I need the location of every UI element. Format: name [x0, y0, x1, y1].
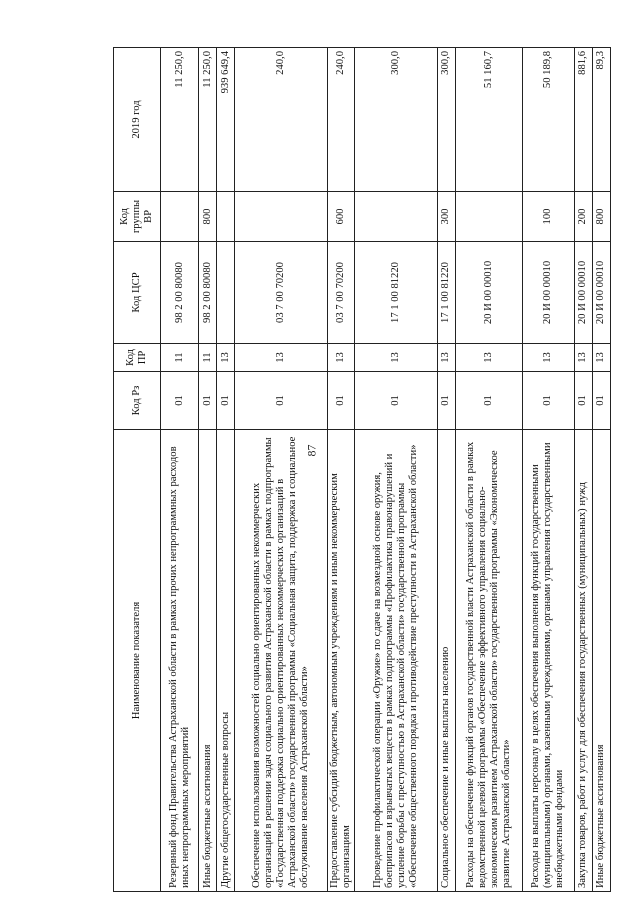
cell-amount: 881,6: [574, 48, 592, 192]
cell-vr: 200: [574, 192, 592, 242]
cell-name: Иные бюджетные ассигнования: [199, 430, 217, 892]
cell-rz: 01: [199, 372, 217, 430]
cell-name: Социальное обеспечение и иные выплаты населению: [437, 430, 455, 892]
cell-rz: 01: [592, 372, 610, 430]
table-row: [455, 48, 522, 892]
header-pr: Код ПР: [114, 344, 161, 372]
cell-pr: 13: [328, 344, 355, 372]
budget-table: [113, 47, 611, 892]
cell-amount: 11 250,0: [161, 48, 199, 192]
cell-csr: [217, 242, 235, 344]
cell-name: Обеспечение использования возможностей социально ориентированных некоммерческих организаций в решении задач социального развития Астраханской области в рамках подпрограммы «Государственная поддержка социально ориентированных некоммерческих организаций в Астраханской области» государственной программы «Социальная защита, поддержка и социальное обслуживание населения Астраханской области»: [235, 430, 328, 892]
table-header-row: [114, 48, 161, 892]
cell-csr: 20 И 00 00010: [455, 242, 522, 344]
cell-pr: 13: [574, 344, 592, 372]
cell-name: Расходы на выплаты персоналу в целях обеспечения выполнения функций государственными (муниципальными) органами, казенными учреждениями, органами управления государственными внебюджетными фондами: [522, 430, 574, 892]
header-name: Наименование показателя: [114, 430, 161, 892]
cell-pr: 13: [217, 344, 235, 372]
cell-vr: 800: [592, 192, 610, 242]
cell-rz: 01: [217, 372, 235, 430]
table-row: [328, 48, 355, 892]
cell-name: Иные бюджетные ассигнования: [592, 430, 610, 892]
cell-vr: 300: [437, 192, 455, 242]
rotated-table-wrapper: [113, 48, 610, 892]
cell-rz: 01: [328, 372, 355, 430]
cell-csr: 20 И 00 00010: [522, 242, 574, 344]
cell-csr: 03 7 00 70200: [235, 242, 328, 344]
cell-vr: [217, 192, 235, 242]
cell-vr: 100: [522, 192, 574, 242]
cell-vr: [354, 192, 437, 242]
table-row: [199, 48, 217, 892]
cell-csr: 98 2 00 80080: [161, 242, 199, 344]
cell-amount: 89,3: [592, 48, 610, 192]
cell-amount: 240,0: [235, 48, 328, 192]
cell-rz: 01: [235, 372, 328, 430]
cell-pr: 11: [199, 344, 217, 372]
table-row: [235, 48, 328, 892]
cell-vr: [235, 192, 328, 242]
cell-csr: 03 7 00 70200: [328, 242, 355, 344]
cell-pr: 13: [235, 344, 328, 372]
table-row: [522, 48, 574, 892]
table-row: [574, 48, 592, 892]
cell-csr: 17 1 00 81220: [354, 242, 437, 344]
cell-rz: 01: [574, 372, 592, 430]
header-rz: Код Рз: [114, 372, 161, 430]
cell-amount: 240,0: [328, 48, 355, 192]
cell-vr: [161, 192, 199, 242]
cell-name: Расходы на обеспечение функций органов государственной власти Астраханской области в рамках ведомственной целевой программы «Обеспечение эффективного управления социально-экономическим развитием Астраханской области» государственной программы «Экономическое развитие Астраханской области»: [455, 430, 522, 892]
cell-pr: 13: [522, 344, 574, 372]
cell-pr: 13: [437, 344, 455, 372]
cell-vr: 600: [328, 192, 355, 242]
cell-amount: 300,0: [437, 48, 455, 192]
header-vr: Код группы ВР: [114, 192, 161, 242]
cell-amount: 939 649,4: [217, 48, 235, 192]
cell-csr: 17 1 00 81220: [437, 242, 455, 344]
table-row: [354, 48, 437, 892]
cell-pr: 13: [354, 344, 437, 372]
cell-amount: 300,0: [354, 48, 437, 192]
table-row: [437, 48, 455, 892]
cell-pr: 11: [161, 344, 199, 372]
cell-csr: 20 И 00 00010: [592, 242, 610, 344]
cell-vr: 800: [199, 192, 217, 242]
cell-rz: 01: [161, 372, 199, 430]
table-row: [161, 48, 199, 892]
cell-csr: 98 2 00 80080: [199, 242, 217, 344]
cell-name: Проведение профилактической операции «Оружие» по сдаче на возмездной основе оружия, боеприпасов и взрывчатых веществ в рамках подпрограммы «Профилактика правонарушений и усиление борьбы с преступностью в Астраханской области» государственной программы «Обеспечение общественного порядка и противодействие преступности в Астраханской области»: [354, 430, 437, 892]
cell-name: Резервный фонд Правительства Астраханской области в рамках прочих непрограммных расходов иных непрограммных мероприятий: [161, 430, 199, 892]
cell-pr: 13: [455, 344, 522, 372]
page-number: 87: [304, 444, 319, 457]
header-year: 2019 год: [114, 48, 161, 192]
cell-name: Предоставление субсидий бюджетным, автономным учреждениям и иным некоммерческим организациям: [328, 430, 355, 892]
cell-amount: 50 189,8: [522, 48, 574, 192]
table-row: [592, 48, 610, 892]
cell-rz: 01: [354, 372, 437, 430]
header-csr: Код ЦСР: [114, 242, 161, 344]
cell-pr: 13: [592, 344, 610, 372]
cell-amount: 51 160,7: [455, 48, 522, 192]
cell-rz: 01: [455, 372, 522, 430]
cell-amount: 11 250,0: [199, 48, 217, 192]
cell-rz: 01: [522, 372, 574, 430]
cell-rz: 01: [437, 372, 455, 430]
cell-name: Другие общегосударственные вопросы: [217, 430, 235, 892]
cell-vr: [455, 192, 522, 242]
table-row: [217, 48, 235, 892]
cell-name: Закупка товаров, работ и услуг для обеспечения государственных (муниципальных) нужд: [574, 430, 592, 892]
cell-csr: 20 И 00 00010: [574, 242, 592, 344]
